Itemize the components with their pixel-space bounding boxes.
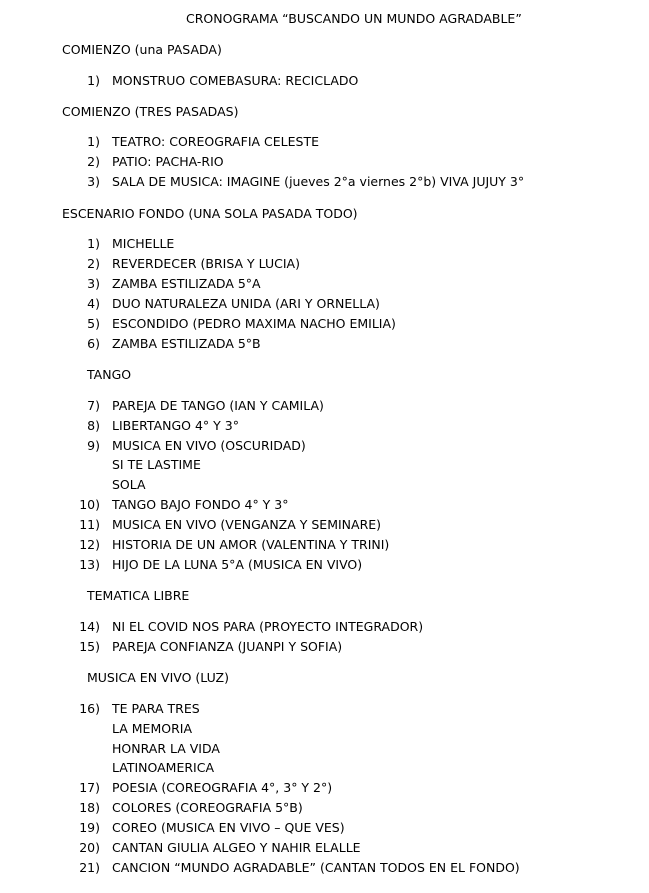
section-heading: TANGO [87, 367, 132, 382]
item-text: TE PARA TRES [112, 701, 200, 716]
item-text: PATIO: PACHA-RIO [112, 154, 224, 169]
item-text: ZAMBA ESTILIZADA 5°A [112, 276, 261, 291]
item-number: 1) [87, 134, 100, 149]
item-text: SI TE LASTIME [112, 457, 201, 472]
item-number: 14) [79, 619, 100, 634]
item-number: 4) [87, 296, 100, 311]
item-number: 19) [79, 820, 100, 835]
item-number: 12) [79, 537, 100, 552]
item-number: 15) [79, 639, 100, 654]
item-text: TEATRO: COREOGRAFIA CELESTE [112, 134, 320, 149]
item-number: 8) [87, 418, 100, 433]
item-text: CANCION “MUNDO AGRADABLE” (CANTAN TODOS EN EL FONDO) [112, 860, 520, 875]
item-text: LA MEMORIA [112, 721, 193, 736]
section-heading: COMIENZO (TRES PASADAS) [62, 104, 239, 119]
section-heading: ESCENARIO FONDO (UNA SOLA PASADA TODO) [62, 206, 358, 221]
item-text: CANTAN GIULIA ALGEO Y NAHIR ELALLE [112, 840, 361, 855]
item-text: LATINOAMERICA [112, 760, 215, 775]
item-text: HIJO DE LA LUNA 5°A (MUSICA EN VIVO) [112, 557, 363, 572]
item-text: MUSICA EN VIVO (OSCURIDAD) [112, 438, 306, 453]
item-text: REVERDECER (BRISA Y LUCIA) [112, 256, 300, 271]
item-text: SALA DE MUSICA: IMAGINE (jueves 2°a viernes 2°b) VIVA JUJUY 3° [112, 174, 525, 189]
item-number: 1) [87, 73, 100, 88]
item-text: ZAMBA ESTILIZADA 5°B [112, 336, 261, 351]
item-number: 17) [79, 780, 100, 795]
item-text: LIBERTANGO 4° Y 3° [112, 418, 239, 433]
item-text: MICHELLE [112, 236, 175, 251]
item-number: 9) [87, 438, 100, 453]
item-text: HISTORIA DE UN AMOR (VALENTINA Y TRINI) [112, 537, 390, 552]
item-text: ESCONDIDO (PEDRO MAXIMA NACHO EMILIA) [112, 316, 396, 331]
item-text: NI EL COVID NOS PARA (PROYECTO INTEGRADOR) [112, 619, 424, 634]
item-number: 20) [79, 840, 100, 855]
item-text: HONRAR LA VIDA [112, 741, 220, 756]
item-number: 10) [79, 497, 100, 512]
item-text: TANGO BAJO FONDO 4° Y 3° [112, 497, 289, 512]
item-number: 2) [87, 154, 100, 169]
page-title: CRONOGRAMA “BUSCANDO UN MUNDO AGRADABLE” [186, 11, 522, 26]
section-heading: MUSICA EN VIVO (LUZ) [87, 670, 229, 685]
item-number: 13) [79, 557, 100, 572]
item-text: COLORES (COREOGRAFIA 5°B) [112, 800, 303, 815]
item-number: 3) [87, 174, 100, 189]
item-text: POESIA (COREOGRAFIA 4°, 3° Y 2°) [112, 780, 333, 795]
item-number: 6) [87, 336, 100, 351]
item-number: 2) [87, 256, 100, 271]
item-text: DUO NATURALEZA UNIDA (ARI Y ORNELLA) [112, 296, 380, 311]
item-number: 1) [87, 236, 100, 251]
item-number: 11) [79, 517, 100, 532]
item-text: MUSICA EN VIVO (VENGANZA Y SEMINARE) [112, 517, 382, 532]
section-heading: COMIENZO (una PASADA) [62, 42, 222, 57]
item-number: 18) [79, 800, 100, 815]
item-number: 5) [87, 316, 100, 331]
item-text: COREO (MUSICA EN VIVO – QUE VES) [112, 820, 345, 835]
item-text: PAREJA DE TANGO (IAN Y CAMILA) [112, 398, 324, 413]
item-text: PAREJA CONFIANZA (JUANPI Y SOFIA) [112, 639, 343, 654]
item-number: 7) [87, 398, 100, 413]
item-text: SOLA [112, 477, 146, 492]
item-text: MONSTRUO COMEBASURA: RECICLADO [112, 73, 359, 88]
item-number: 21) [79, 860, 100, 875]
item-number: 3) [87, 276, 100, 291]
section-heading: TEMATICA LIBRE [87, 588, 190, 603]
item-number: 16) [79, 701, 100, 716]
